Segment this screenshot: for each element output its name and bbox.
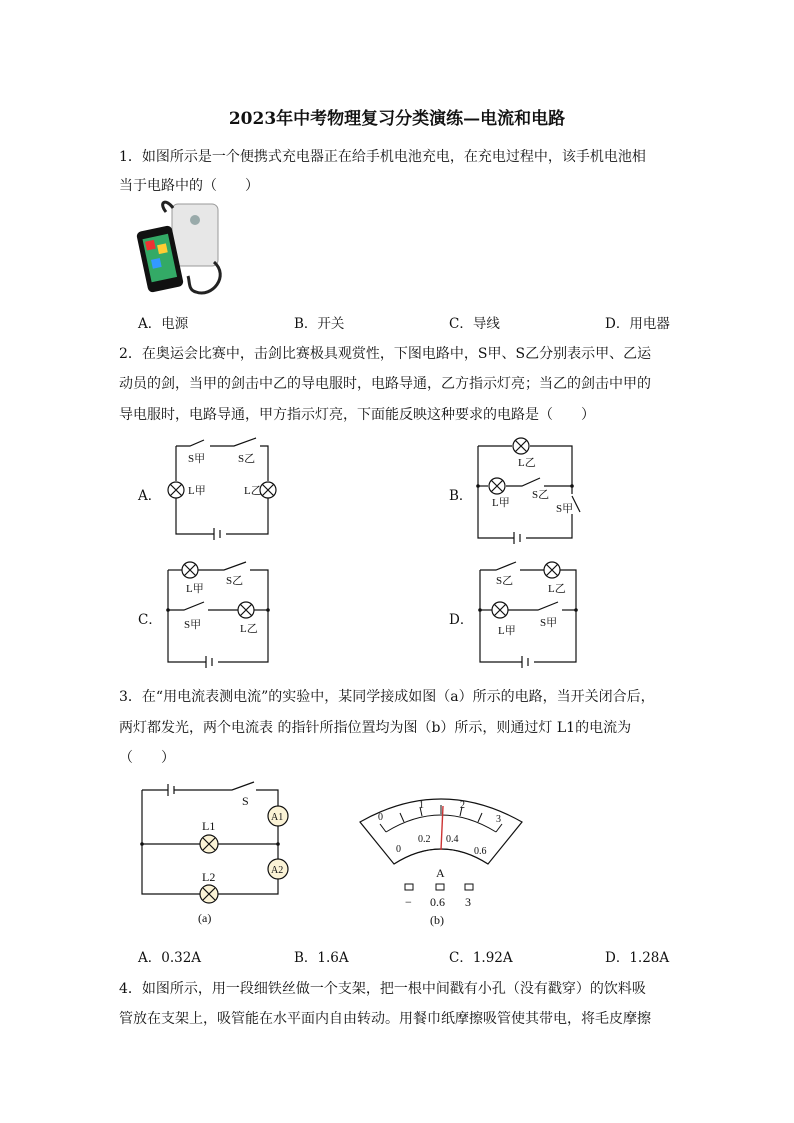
circuit-b-label-l-yi: L乙 [518, 457, 536, 469]
q1-option-a[interactable]: A．电源 [138, 316, 189, 332]
q3-option-c[interactable]: C．1.92A [449, 950, 513, 966]
q3-option-b[interactable]: B．1.6A [294, 950, 349, 966]
terminal-3: 3 [465, 895, 471, 909]
circuit-a-label-l-jia: L甲 [188, 485, 206, 497]
q2-text-line3: 导电服时，电路导通，甲方指示灯亮，下面能反映这种要求的电路是（ ） [119, 407, 595, 423]
circuit-a-label-s-jia: S甲 [188, 453, 206, 465]
dial-inner-0-6: 0.6 [474, 846, 487, 857]
ammeter-dial-figure-b [356, 784, 526, 928]
q3-text-line2: 两灯都发光，两个电流表 的指针所指位置均为图（b）所示，则通过灯 L1的电流为 [119, 720, 632, 736]
dial-outer-3: 3 [496, 814, 501, 825]
dial-inner-0-4: 0.4 [446, 834, 459, 845]
circuit-d-label-s-jia: S甲 [540, 617, 558, 629]
circuit-figure-a [138, 782, 298, 925]
circuit-a-label-s-yi: S乙 [238, 453, 256, 465]
circuit-c-label-l-yi: L乙 [240, 623, 258, 635]
dial-unit: A [436, 866, 445, 880]
q2-text-line1: 2．在奥运会比赛中，击剑比赛极具观赏性，下图电路中，S甲、S乙分别表示甲、乙运 [119, 346, 652, 362]
q1-option-c[interactable]: C．导线 [449, 316, 500, 332]
circuit-c-label-s-jia: S甲 [184, 619, 202, 631]
q2-text-line2: 动员的剑，当甲的剑击中乙的导电服时，电路导通，乙方指示灯亮；当乙的剑击中甲的 [119, 376, 651, 392]
q2-option-b[interactable]: B． [449, 488, 473, 504]
q4-text-line1: 4．如图所示，用一段细铁丝做一个支架，把一根中间戳有小孔（没有戳穿）的饮料吸 [119, 981, 646, 997]
q1-option-b[interactable]: B．开关 [294, 316, 345, 332]
ammeter-a1: A1 [271, 812, 284, 823]
q4-text-line2: 管放在支架上，吸管能在水平面内自由转动。用餐巾纸摩擦吸管使其带电，将毛皮摩擦 [119, 1011, 651, 1027]
q2-option-c[interactable]: C． [138, 612, 162, 628]
dial-inner-0-2: 0.2 [418, 834, 431, 845]
dial-outer-0: 0 [378, 812, 383, 823]
terminal-0-6: 0.6 [430, 895, 445, 909]
dial-inner-0: 0 [396, 844, 401, 855]
dial-outer-2: 2 [460, 800, 465, 811]
fig-a-label-l2: L2 [202, 870, 216, 884]
circuit-b-label-l-jia: L甲 [492, 497, 510, 509]
fig-a-label-s: S [242, 794, 249, 808]
terminal-negative: − [405, 895, 412, 909]
q3-text-line1: 3．在“用电流表测电流”的实验中，某同学接成如图（a）所示的电路，当开关闭合后， [119, 689, 655, 705]
q3-option-a[interactable]: A．0.32A [138, 950, 202, 966]
q2-option-a[interactable]: A． [138, 488, 162, 504]
fig-a-label-l1: L1 [202, 819, 216, 833]
circuit-a-label-l-yi: L乙 [244, 485, 262, 497]
q2-option-d[interactable]: D． [449, 612, 474, 628]
q1-text-line1: 1．如图所示是一个便携式充电器正在给手机电池充电，在充电过程中，该手机电池相 [119, 149, 646, 165]
q3-option-d[interactable]: D．1.28A [605, 950, 670, 966]
fig-a-caption: (a) [198, 911, 212, 925]
ammeter-a2: A2 [271, 865, 284, 876]
circuit-c-label-l-jia: L甲 [186, 583, 204, 595]
dial-outer-1: 1 [419, 800, 424, 811]
q1-text-line2: 当于电路中的（ ） [119, 178, 259, 194]
fig-b-caption: (b) [430, 913, 444, 927]
circuit-c-label-s-yi: S乙 [226, 575, 244, 587]
circuit-b-label-s-yi: S乙 [532, 489, 550, 501]
q3-text-line3: （ ） [119, 750, 175, 766]
page-title: 2023年中考物理复习分类演练—电流和电路 [228, 109, 566, 129]
circuit-d [478, 560, 588, 668]
circuit-d-label-l-jia: L甲 [498, 625, 516, 637]
circuit-b-label-s-jia: S甲 [556, 503, 574, 515]
q1-option-d[interactable]: D．用电器 [605, 316, 670, 332]
circuit-c [166, 560, 276, 668]
circuit-d-label-s-yi: S乙 [496, 575, 514, 587]
circuit-d-label-l-yi: L乙 [548, 583, 566, 595]
circuit-b [474, 434, 584, 542]
circuit-a [160, 440, 280, 540]
charger-phone-image [138, 198, 230, 302]
